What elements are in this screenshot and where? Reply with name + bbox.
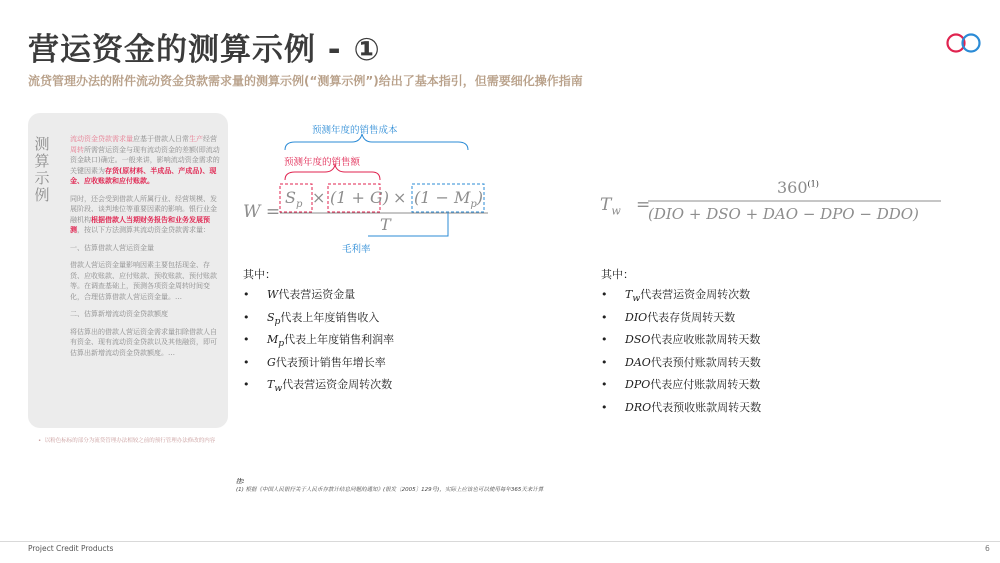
list-item: • DIO代表存货周转天数 [601,307,761,330]
page-subtitle: 流贷管理办法的附件流动资金贷款需求量的测算示例(“测算示例”)给出了基本指引，但需要细化操作指南 [28,74,583,88]
notes-title: 注: [236,478,245,485]
page-title: 营运资金的测算示例 - ① [28,32,381,68]
right-list-heading: 其中： [601,268,634,281]
footer-project-name: Project Credit Products [28,544,114,553]
formula1-sales: $S_p$ [285,188,303,211]
list-item: • DRO代表预收账款周转天数 [601,397,761,420]
formula1-times2: × [393,188,407,207]
example-vertical-label: 测 算 示 例 [34,135,50,204]
list-item: • W代表营运资金量 [243,284,394,307]
page-number: 6 [985,544,990,553]
list-item: • $M_p$代表上年度销售利润率 [243,329,394,352]
left-list-heading: 其中： [243,268,276,281]
list-item: • $T_w$代表营运资金周转次数 [243,374,394,397]
formula2-numerator: 360$^{(1)}$ [777,178,819,197]
left-variable-list [243,284,394,397]
cost-label: 预测年度的销售成本 [312,125,398,136]
paragraph-definition: 流动资金贷款需求量应基于借款人日常生产经营周转所需营运资金与现有流动资金的差额(即流动资金缺口)确定。一般来讲，影响流动资金需求的关键因素为存货(原材料、半成品、产成品)、现金、应收账款和应付账款。 [70,135,220,185]
right-variable-list [601,284,761,419]
paragraph-factors: 同时，还会受到借款人所属行业、经营规模、发展阶段、谈判地位等重要因素的影响。银行业金融机构根据借款人当期财务报告和业务发展预测，按以下方法测算其流动资金贷款需求量： [70,194,217,234]
formula1-margin: $(1 - M_p)$ [414,188,484,211]
list-item: • $S_p$代表上年度销售收入 [243,307,394,330]
formula1-lhs: W = [243,202,281,222]
notes-body: (1) 根据《中国人民银行关于人民币存款计结息问题的通知》(银发〔2005〕129号)，实际上应该也可以使用每年365天来计算 [236,487,544,493]
example-text [70,134,220,365]
formula2-eq: = [636,195,651,215]
paragraph-section-2: 将估算出的借款人营运资金需求量扣除借款人自有资金、现有流动资金贷款以及其他融资，即可估算出新增流动资金贷款额度。… [70,327,217,357]
formula1-denominator: T [380,215,391,234]
margin-label: 毛利率 [342,244,371,255]
sidebar-footnote: • 以粉色标标的部分为流贷管理办法相较之前的预行管理办法修改的内容 [38,438,216,444]
section-heading-1: 一、估算借款人营运资金量 [70,243,154,252]
company-logo [944,32,984,54]
formula2-lhs: $T_w$ [600,195,621,218]
formula1-growth: (1 + G) [330,188,390,207]
formula1-times1: × [312,188,326,207]
section-heading-2: 二、估算新增流动资金贷款额度 [70,310,168,318]
list-item: • G代表预计销售年增长率 [243,352,394,375]
list-item: • DSO代表应收账款周转天数 [601,329,761,352]
list-item: • $T_w$代表营运资金周转次数 [601,284,761,307]
footer-divider [0,541,1000,542]
formula2-denominator: (DIO + DSO + DAO − DPO − DDO) [648,205,919,223]
cost-brace [285,134,468,150]
sales-label: 预测年度的销售额 [284,157,361,168]
list-item: • DPO代表应付账款周转天数 [601,374,761,397]
formula2-fraction-line [648,200,943,203]
list-item: • DAO代表预付账款周转天数 [601,352,761,375]
paragraph-section-1: 借款人营运资金量影响因素主要包括现金、存货、应收账款、应付账款、预收账款、预付账款等。在调查基础上，预测各项资金周转时间变化，合理估算借款人营运资金量。… [70,261,217,301]
